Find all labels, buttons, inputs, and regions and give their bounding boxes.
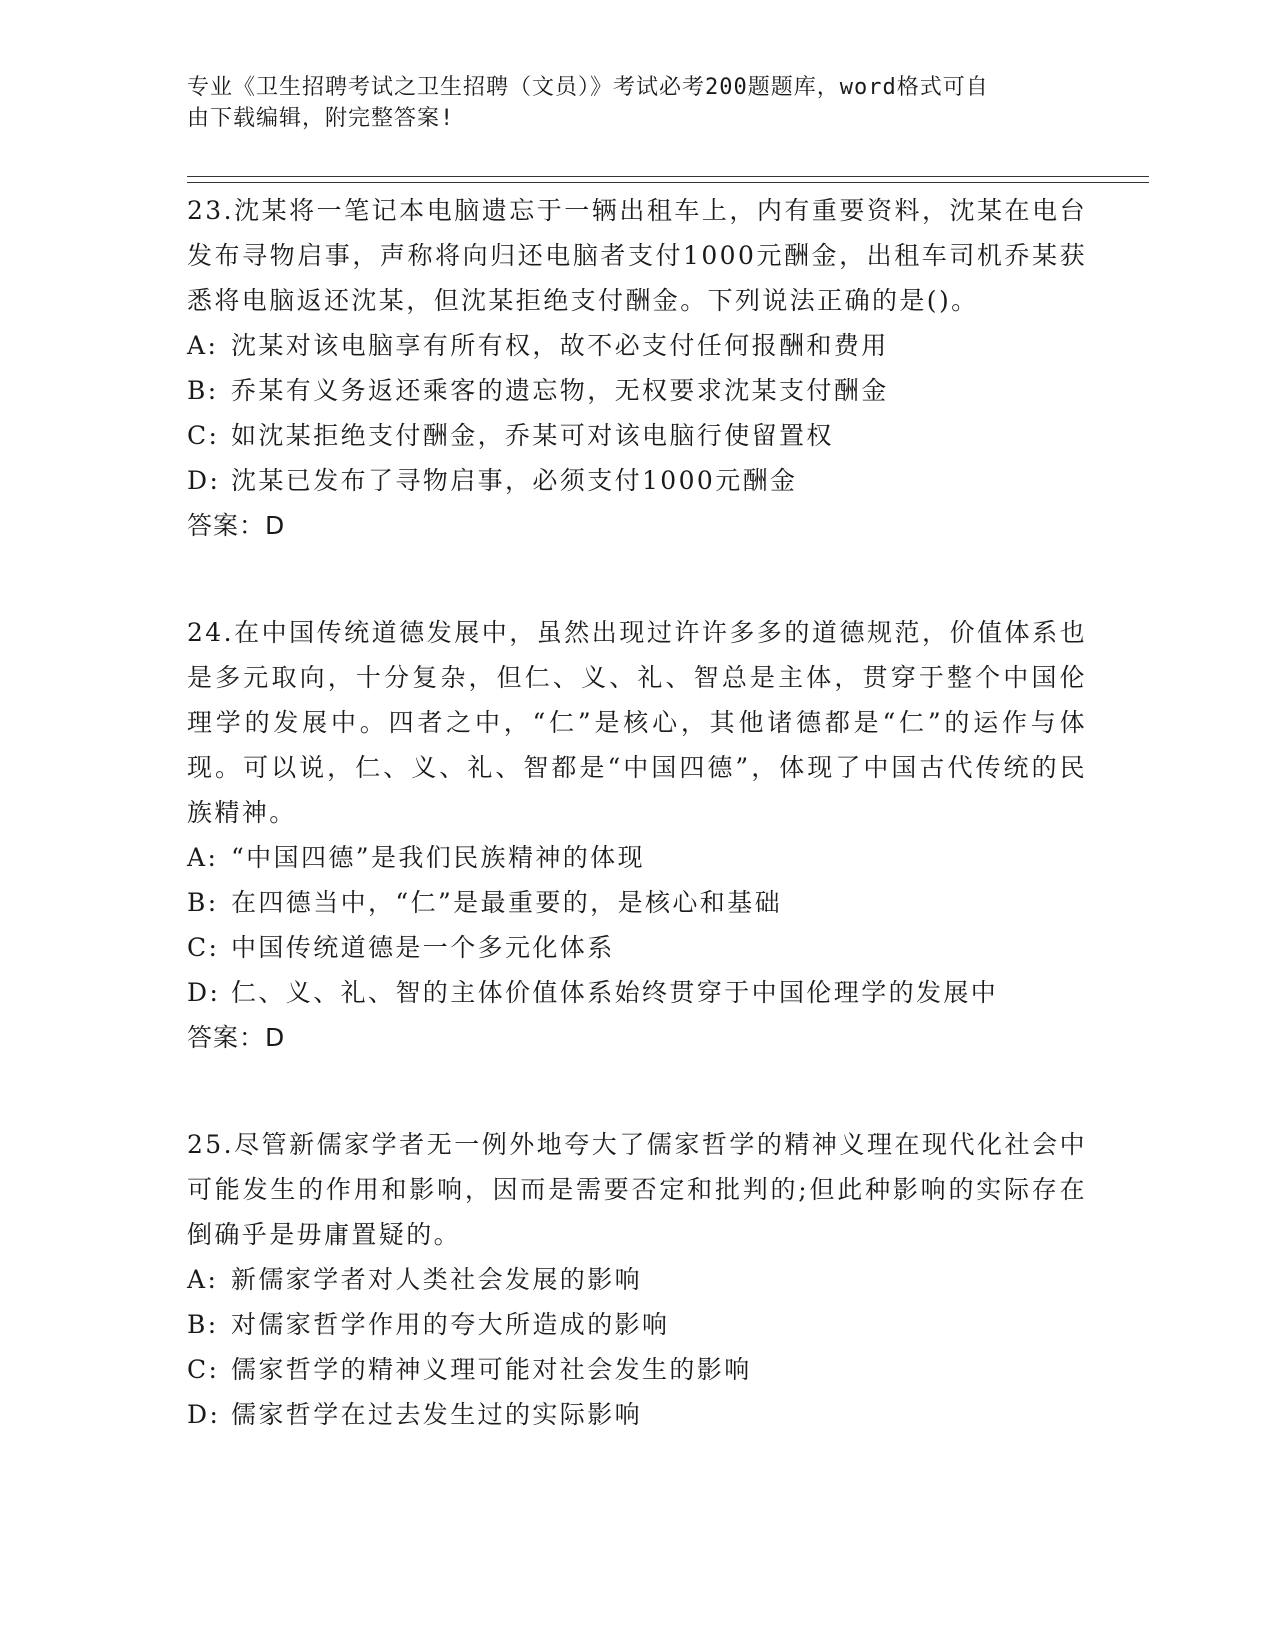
- option-d: [187, 970, 1087, 1015]
- option-text: 儒家哲学的精神义理可能对社会发生的影响: [231, 1355, 752, 1384]
- question-24: [187, 610, 1087, 1060]
- option-b: [187, 1302, 1087, 1347]
- option-text: 如沈某拒绝支付酬金，乔某可对该电脑行使留置权: [231, 421, 834, 450]
- option-text: 对儒家哲学作用的夸大所造成的影响: [231, 1310, 670, 1339]
- option-text: 儒家哲学在过去发生过的实际影响: [231, 1400, 643, 1429]
- option-text: “中国四德”是我们民族精神的体现: [231, 843, 645, 872]
- option-a: [187, 323, 1087, 368]
- option-a: [187, 835, 1087, 880]
- option-b: [187, 368, 1087, 413]
- option-key: D:: [187, 978, 221, 1007]
- option-text: 沈某对该电脑享有所有权，故不必支付任何报酬和费用: [231, 331, 889, 360]
- question-25: [187, 1122, 1087, 1437]
- header-divider-bottom: [187, 182, 1149, 183]
- option-key: D:: [187, 466, 221, 495]
- option-key: B:: [187, 1310, 219, 1339]
- option-text: 在四德当中，“仁”是最重要的，是核心和基础: [231, 888, 782, 917]
- option-key: C:: [187, 933, 220, 962]
- question-stem: 25.尽管新儒家学者无一例外地夸大了儒家哲学的精神义理在现代化社会中可能发生的作用和影响，因而是需要否定和批判的;但此种影响的实际存在倒确乎是毋庸置疑的。: [187, 1130, 1087, 1249]
- header-divider-top: [187, 176, 1149, 177]
- header-line-1: 专业《卫生招聘考试之卫生招聘（文员）》考试必考200题题库，word格式可自: [187, 75, 989, 100]
- option-c: [187, 925, 1087, 970]
- option-key: A:: [187, 843, 219, 872]
- answer-line: 答案：D: [187, 1023, 286, 1052]
- option-b: [187, 880, 1087, 925]
- option-a: [187, 1257, 1087, 1302]
- question-stem: 23.沈某将一笔记本电脑遗忘于一辆出租车上，内有重要资料，沈某在电台发布寻物启事，声称将向归还电脑者支付1000元酬金，出租车司机乔某获悉将电脑返还沈某，但沈某拒绝支付酬金。下列说法正确的是()。: [187, 196, 1087, 315]
- option-text: 沈某已发布了寻物启事，必须支付1000元酬金: [231, 466, 798, 495]
- option-text: 新儒家学者对人类社会发展的影响: [231, 1265, 643, 1294]
- option-key: A:: [187, 331, 219, 360]
- option-key: D:: [187, 1400, 221, 1429]
- question-stem: 24.在中国传统道德发展中，虽然出现过许许多多的道德规范，价值体系也是多元取向，十分复杂，但仁、义、礼、智总是主体，贯穿于整个中国伦理学的发展中。四者之中，“仁”是核心，其他诸德都是“仁”的运作与体现。可以说，仁、义、礼、智都是“中国四德”，体现了中国古代传统的民族精神。: [187, 618, 1087, 827]
- question-list: [187, 188, 1087, 1499]
- option-key: C:: [187, 421, 220, 450]
- option-text: 中国传统道德是一个多元化体系: [231, 933, 615, 962]
- question-23: [187, 188, 1087, 548]
- option-c: [187, 1347, 1087, 1392]
- option-c: [187, 413, 1087, 458]
- option-key: A:: [187, 1265, 219, 1294]
- option-d: [187, 458, 1087, 503]
- option-text: 仁、义、礼、智的主体价值体系始终贯穿于中国伦理学的发展中: [231, 978, 999, 1007]
- document-header: [187, 72, 1067, 134]
- option-key: B:: [187, 376, 219, 405]
- option-text: 乔某有义务返还乘客的遗忘物，无权要求沈某支付酬金: [231, 376, 889, 405]
- answer-line: 答案：D: [187, 511, 286, 540]
- option-key: B:: [187, 888, 219, 917]
- header-line-2: 由下载编辑，附完整答案!: [187, 106, 455, 131]
- option-key: C:: [187, 1355, 220, 1384]
- option-d: [187, 1392, 1087, 1437]
